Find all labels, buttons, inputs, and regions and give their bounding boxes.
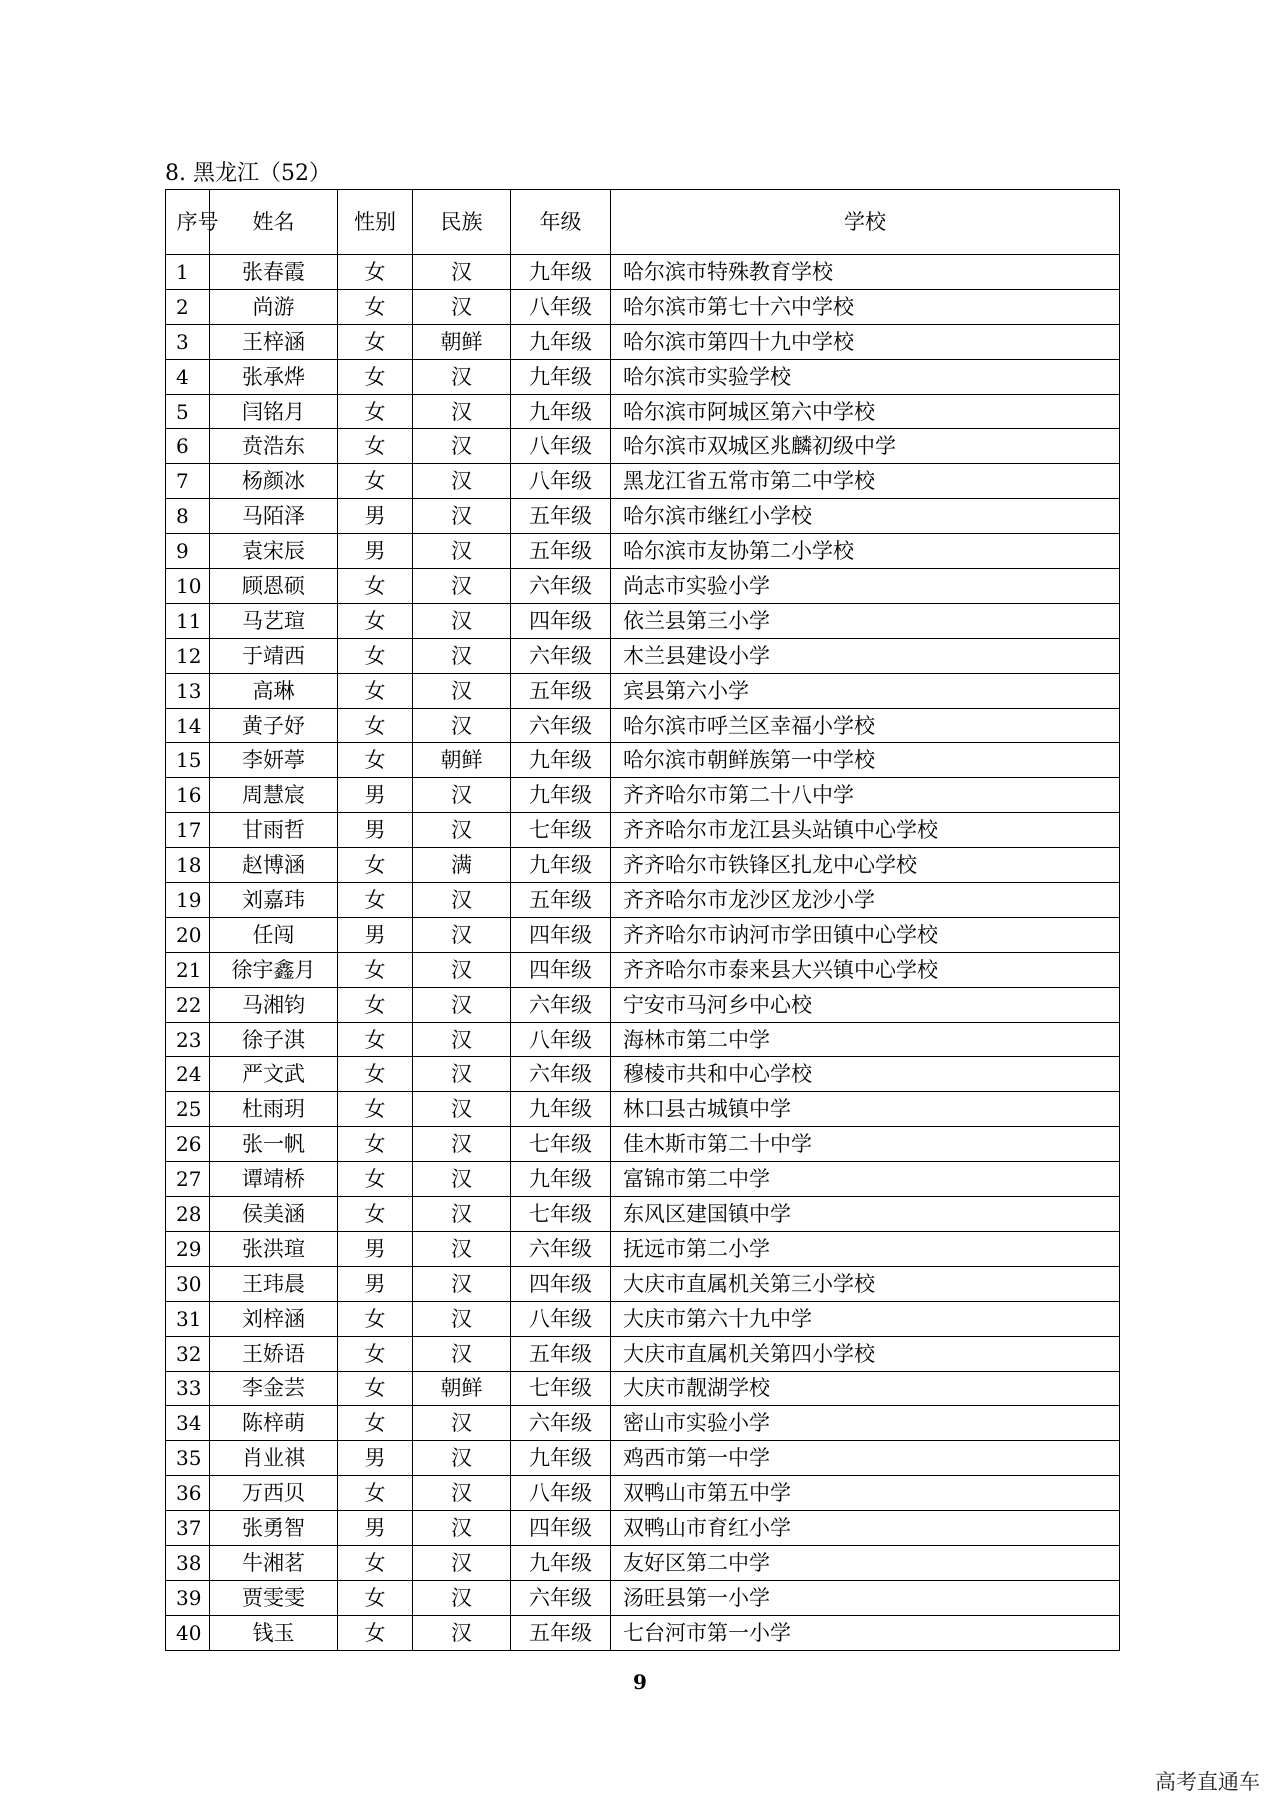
cell-grade: 六年级 (511, 638, 611, 673)
cell-name: 李妍葶 (210, 743, 338, 778)
table-row (166, 1615, 1120, 1650)
cell-gender: 女 (338, 883, 413, 918)
cell-name: 张洪瑄 (210, 1231, 338, 1266)
cell-grade: 七年级 (511, 1197, 611, 1232)
cell-ethnicity: 汉 (413, 1266, 511, 1301)
header-gender: 性别 (338, 190, 413, 255)
table-row (166, 778, 1120, 813)
cell-gender: 女 (338, 743, 413, 778)
cell-grade: 六年级 (511, 987, 611, 1022)
cell-gender: 女 (338, 1406, 413, 1441)
cell-serial-number: 28 (166, 1197, 210, 1232)
cell-gender: 女 (338, 569, 413, 604)
cell-gender: 女 (338, 1371, 413, 1406)
cell-serial-number: 21 (166, 952, 210, 987)
cell-gender: 女 (338, 289, 413, 324)
cell-school: 哈尔滨市朝鲜族第一中学校 (611, 743, 1120, 778)
table-row (166, 569, 1120, 604)
header-school: 学校 (611, 190, 1120, 255)
cell-ethnicity: 汉 (413, 1406, 511, 1441)
cell-name: 严文武 (210, 1057, 338, 1092)
cell-grade: 七年级 (511, 1127, 611, 1162)
cell-name: 张春霞 (210, 255, 338, 290)
cell-grade: 七年级 (511, 1371, 611, 1406)
cell-school: 木兰县建设小学 (611, 638, 1120, 673)
cell-grade: 九年级 (511, 255, 611, 290)
cell-ethnicity: 汉 (413, 1580, 511, 1615)
table-row (166, 1476, 1120, 1511)
cell-serial-number: 24 (166, 1057, 210, 1092)
table-row (166, 1162, 1120, 1197)
table-row (166, 708, 1120, 743)
table-row (166, 673, 1120, 708)
cell-name: 黄子妤 (210, 708, 338, 743)
cell-grade: 六年级 (511, 569, 611, 604)
cell-ethnicity: 汉 (413, 289, 511, 324)
cell-serial-number: 12 (166, 638, 210, 673)
table-row (166, 1197, 1120, 1232)
cell-serial-number: 18 (166, 848, 210, 883)
section-title: 8. 黑龙江（52） (165, 161, 331, 186)
cell-school: 宾县第六小学 (611, 673, 1120, 708)
cell-school: 大庆市直属机关第三小学校 (611, 1266, 1120, 1301)
cell-grade: 八年级 (511, 1301, 611, 1336)
table-row (166, 1231, 1120, 1266)
cell-grade: 五年级 (511, 883, 611, 918)
cell-serial-number: 15 (166, 743, 210, 778)
cell-name: 侯美涵 (210, 1197, 338, 1232)
cell-serial-number: 34 (166, 1406, 210, 1441)
cell-grade: 五年级 (511, 534, 611, 569)
cell-name: 陈梓萌 (210, 1406, 338, 1441)
cell-grade: 八年级 (511, 464, 611, 499)
cell-gender: 女 (338, 394, 413, 429)
cell-ethnicity: 汉 (413, 569, 511, 604)
cell-name: 刘梓涵 (210, 1301, 338, 1336)
cell-ethnicity: 汉 (413, 917, 511, 952)
header-grade: 年级 (511, 190, 611, 255)
cell-name: 肖业祺 (210, 1441, 338, 1476)
table-row (166, 1406, 1120, 1441)
cell-serial-number: 8 (166, 499, 210, 534)
cell-name: 王玮晨 (210, 1266, 338, 1301)
cell-school: 佳木斯市第二十中学 (611, 1127, 1120, 1162)
cell-grade: 九年级 (511, 1545, 611, 1580)
cell-ethnicity: 汉 (413, 1511, 511, 1546)
cell-gender: 女 (338, 255, 413, 290)
cell-ethnicity: 汉 (413, 638, 511, 673)
cell-school: 鸡西市第一中学 (611, 1441, 1120, 1476)
cell-ethnicity: 汉 (413, 603, 511, 638)
cell-name: 张一帆 (210, 1127, 338, 1162)
table-row (166, 429, 1120, 464)
cell-grade: 四年级 (511, 603, 611, 638)
cell-ethnicity: 汉 (413, 534, 511, 569)
cell-ethnicity: 朝鲜 (413, 743, 511, 778)
cell-serial-number: 31 (166, 1301, 210, 1336)
cell-serial-number: 25 (166, 1092, 210, 1127)
cell-name: 马陌泽 (210, 499, 338, 534)
cell-grade: 四年级 (511, 1511, 611, 1546)
table-row (166, 394, 1120, 429)
cell-ethnicity: 汉 (413, 1336, 511, 1371)
cell-school: 七台河市第一小学 (611, 1615, 1120, 1650)
cell-name: 马艺瑄 (210, 603, 338, 638)
cell-gender: 男 (338, 1266, 413, 1301)
cell-gender: 女 (338, 603, 413, 638)
cell-grade: 六年级 (511, 1231, 611, 1266)
cell-school: 东风区建国镇中学 (611, 1197, 1120, 1232)
cell-serial-number: 9 (166, 534, 210, 569)
cell-serial-number: 5 (166, 394, 210, 429)
cell-serial-number: 39 (166, 1580, 210, 1615)
cell-serial-number: 32 (166, 1336, 210, 1371)
cell-name: 刘嘉玮 (210, 883, 338, 918)
cell-school: 哈尔滨市继红小学校 (611, 499, 1120, 534)
cell-school: 海林市第二中学 (611, 1022, 1120, 1057)
cell-ethnicity: 汉 (413, 952, 511, 987)
cell-ethnicity: 汉 (413, 394, 511, 429)
cell-gender: 男 (338, 1511, 413, 1546)
cell-gender: 男 (338, 778, 413, 813)
cell-name: 贾雯雯 (210, 1580, 338, 1615)
cell-grade: 六年级 (511, 708, 611, 743)
cell-gender: 男 (338, 1231, 413, 1266)
cell-grade: 五年级 (511, 1615, 611, 1650)
cell-grade: 五年级 (511, 673, 611, 708)
cell-gender: 女 (338, 1301, 413, 1336)
table-row (166, 743, 1120, 778)
table-row (166, 1301, 1120, 1336)
cell-serial-number: 22 (166, 987, 210, 1022)
cell-name: 尚游 (210, 289, 338, 324)
cell-name: 周慧宸 (210, 778, 338, 813)
cell-serial-number: 3 (166, 324, 210, 359)
cell-serial-number: 17 (166, 813, 210, 848)
cell-gender: 女 (338, 359, 413, 394)
cell-ethnicity: 汉 (413, 1022, 511, 1057)
cell-grade: 九年级 (511, 394, 611, 429)
cell-school: 大庆市直属机关第四小学校 (611, 1336, 1120, 1371)
table-row (166, 638, 1120, 673)
cell-gender: 女 (338, 987, 413, 1022)
table-row (166, 534, 1120, 569)
cell-ethnicity: 汉 (413, 429, 511, 464)
cell-grade: 八年级 (511, 1022, 611, 1057)
cell-serial-number: 36 (166, 1476, 210, 1511)
cell-serial-number: 23 (166, 1022, 210, 1057)
table-row (166, 289, 1120, 324)
table-row (166, 1336, 1120, 1371)
table-row (166, 324, 1120, 359)
cell-gender: 女 (338, 1197, 413, 1232)
cell-grade: 六年级 (511, 1057, 611, 1092)
cell-serial-number: 37 (166, 1511, 210, 1546)
student-roster-table (165, 189, 1120, 1651)
cell-name: 杜雨玥 (210, 1092, 338, 1127)
table-header-row (166, 190, 1120, 255)
cell-name: 王娇语 (210, 1336, 338, 1371)
cell-grade: 五年级 (511, 499, 611, 534)
cell-ethnicity: 汉 (413, 813, 511, 848)
cell-ethnicity: 汉 (413, 883, 511, 918)
cell-ethnicity: 汉 (413, 987, 511, 1022)
cell-serial-number: 19 (166, 883, 210, 918)
cell-ethnicity: 汉 (413, 1476, 511, 1511)
cell-gender: 男 (338, 917, 413, 952)
cell-gender: 女 (338, 1476, 413, 1511)
cell-serial-number: 16 (166, 778, 210, 813)
cell-gender: 女 (338, 1336, 413, 1371)
cell-ethnicity: 汉 (413, 1197, 511, 1232)
cell-grade: 四年级 (511, 1266, 611, 1301)
table-row (166, 499, 1120, 534)
cell-serial-number: 13 (166, 673, 210, 708)
cell-gender: 女 (338, 638, 413, 673)
cell-ethnicity: 汉 (413, 1127, 511, 1162)
cell-school: 双鸭山市第五中学 (611, 1476, 1120, 1511)
cell-school: 齐齐哈尔市讷河市学田镇中心学校 (611, 917, 1120, 952)
cell-name: 钱玉 (210, 1615, 338, 1650)
cell-name: 高琳 (210, 673, 338, 708)
cell-grade: 九年级 (511, 1162, 611, 1197)
cell-school: 抚远市第二小学 (611, 1231, 1120, 1266)
page-number: 9 (633, 1670, 647, 1694)
cell-name: 张勇智 (210, 1511, 338, 1546)
cell-name: 贲浩东 (210, 429, 338, 464)
cell-grade: 九年级 (511, 1092, 611, 1127)
cell-school: 黑龙江省五常市第二中学校 (611, 464, 1120, 499)
cell-grade: 九年级 (511, 359, 611, 394)
cell-name: 甘雨哲 (210, 813, 338, 848)
cell-serial-number: 20 (166, 917, 210, 952)
cell-grade: 九年级 (511, 778, 611, 813)
cell-school: 密山市实验小学 (611, 1406, 1120, 1441)
cell-grade: 八年级 (511, 1476, 611, 1511)
cell-serial-number: 4 (166, 359, 210, 394)
cell-school: 哈尔滨市第四十九中学校 (611, 324, 1120, 359)
cell-school: 穆棱市共和中心学校 (611, 1057, 1120, 1092)
cell-school: 哈尔滨市双城区兆麟初级中学 (611, 429, 1120, 464)
cell-serial-number: 1 (166, 255, 210, 290)
cell-ethnicity: 汉 (413, 1441, 511, 1476)
table-row (166, 1057, 1120, 1092)
table-row (166, 603, 1120, 638)
cell-serial-number: 30 (166, 1266, 210, 1301)
cell-name: 王梓涵 (210, 324, 338, 359)
cell-ethnicity: 汉 (413, 359, 511, 394)
cell-name: 赵博涵 (210, 848, 338, 883)
cell-gender: 男 (338, 534, 413, 569)
cell-name: 杨颜冰 (210, 464, 338, 499)
cell-school: 齐齐哈尔市泰来县大兴镇中心学校 (611, 952, 1120, 987)
cell-school: 哈尔滨市第七十六中学校 (611, 289, 1120, 324)
cell-gender: 女 (338, 464, 413, 499)
cell-grade: 九年级 (511, 324, 611, 359)
cell-gender: 男 (338, 499, 413, 534)
cell-school: 尚志市实验小学 (611, 569, 1120, 604)
cell-school: 林口县古城镇中学 (611, 1092, 1120, 1127)
cell-school: 大庆市靓湖学校 (611, 1371, 1120, 1406)
cell-gender: 女 (338, 708, 413, 743)
cell-gender: 女 (338, 1127, 413, 1162)
cell-school: 依兰县第三小学 (611, 603, 1120, 638)
cell-name: 徐子淇 (210, 1022, 338, 1057)
cell-serial-number: 6 (166, 429, 210, 464)
table-row (166, 1511, 1120, 1546)
table-row (166, 1580, 1120, 1615)
table-row (166, 1371, 1120, 1406)
cell-ethnicity: 汉 (413, 778, 511, 813)
header-ethnicity: 民族 (413, 190, 511, 255)
cell-ethnicity: 汉 (413, 1162, 511, 1197)
cell-name: 徐宇鑫月 (210, 952, 338, 987)
cell-gender: 女 (338, 1615, 413, 1650)
cell-serial-number: 29 (166, 1231, 210, 1266)
cell-ethnicity: 汉 (413, 1301, 511, 1336)
cell-grade: 六年级 (511, 1406, 611, 1441)
cell-grade: 八年级 (511, 429, 611, 464)
cell-gender: 女 (338, 1162, 413, 1197)
cell-grade: 四年级 (511, 917, 611, 952)
table-row (166, 359, 1120, 394)
table-body (166, 255, 1120, 1651)
cell-name: 李金芸 (210, 1371, 338, 1406)
cell-ethnicity: 朝鲜 (413, 1371, 511, 1406)
cell-serial-number: 40 (166, 1615, 210, 1650)
cell-ethnicity: 汉 (413, 1092, 511, 1127)
cell-gender: 女 (338, 848, 413, 883)
cell-gender: 女 (338, 1092, 413, 1127)
cell-ethnicity: 汉 (413, 1057, 511, 1092)
cell-name: 顾恩硕 (210, 569, 338, 604)
cell-school: 哈尔滨市特殊教育学校 (611, 255, 1120, 290)
table-row (166, 848, 1120, 883)
cell-ethnicity: 汉 (413, 673, 511, 708)
cell-name: 牛湘茗 (210, 1545, 338, 1580)
cell-ethnicity: 汉 (413, 464, 511, 499)
table-row (166, 987, 1120, 1022)
cell-grade: 七年级 (511, 813, 611, 848)
cell-gender: 女 (338, 673, 413, 708)
cell-school: 大庆市第六十九中学 (611, 1301, 1120, 1336)
cell-gender: 女 (338, 324, 413, 359)
table-row (166, 1022, 1120, 1057)
cell-school: 双鸭山市育红小学 (611, 1511, 1120, 1546)
cell-serial-number: 35 (166, 1441, 210, 1476)
cell-ethnicity: 汉 (413, 1615, 511, 1650)
cell-serial-number: 33 (166, 1371, 210, 1406)
cell-gender: 女 (338, 1022, 413, 1057)
cell-serial-number: 26 (166, 1127, 210, 1162)
cell-serial-number: 2 (166, 289, 210, 324)
cell-grade: 五年级 (511, 1336, 611, 1371)
cell-serial-number: 10 (166, 569, 210, 604)
cell-gender: 女 (338, 1545, 413, 1580)
cell-school: 齐齐哈尔市第二十八中学 (611, 778, 1120, 813)
watermark-text: 高考直通车 (1155, 1770, 1260, 1794)
cell-school: 友好区第二中学 (611, 1545, 1120, 1580)
cell-gender: 女 (338, 429, 413, 464)
cell-gender: 女 (338, 1057, 413, 1092)
cell-name: 万西贝 (210, 1476, 338, 1511)
cell-school: 富锦市第二中学 (611, 1162, 1120, 1197)
cell-name: 谭靖桥 (210, 1162, 338, 1197)
cell-gender: 女 (338, 952, 413, 987)
cell-grade: 九年级 (511, 743, 611, 778)
cell-school: 齐齐哈尔市龙沙区龙沙小学 (611, 883, 1120, 918)
cell-ethnicity: 汉 (413, 499, 511, 534)
cell-school: 哈尔滨市呼兰区幸福小学校 (611, 708, 1120, 743)
cell-school: 宁安市马河乡中心校 (611, 987, 1120, 1022)
cell-grade: 四年级 (511, 952, 611, 987)
table-row (166, 255, 1120, 290)
table-row (166, 952, 1120, 987)
cell-grade: 六年级 (511, 1580, 611, 1615)
cell-grade: 九年级 (511, 1441, 611, 1476)
table-row (166, 917, 1120, 952)
cell-ethnicity: 汉 (413, 708, 511, 743)
cell-gender: 女 (338, 1580, 413, 1615)
header-serial-number: 序号 (166, 190, 210, 255)
cell-grade: 八年级 (511, 289, 611, 324)
table-row (166, 1127, 1120, 1162)
cell-ethnicity: 朝鲜 (413, 324, 511, 359)
cell-name: 张承烨 (210, 359, 338, 394)
cell-ethnicity: 汉 (413, 255, 511, 290)
cell-school: 哈尔滨市友协第二小学校 (611, 534, 1120, 569)
cell-name: 于靖西 (210, 638, 338, 673)
header-name: 姓名 (210, 190, 338, 255)
cell-grade: 九年级 (511, 848, 611, 883)
table-row (166, 883, 1120, 918)
cell-name: 马湘钧 (210, 987, 338, 1022)
cell-serial-number: 11 (166, 603, 210, 638)
table-row (166, 1092, 1120, 1127)
cell-gender: 男 (338, 813, 413, 848)
table-row (166, 1441, 1120, 1476)
table-row (166, 1545, 1120, 1580)
cell-name: 袁宋辰 (210, 534, 338, 569)
cell-serial-number: 14 (166, 708, 210, 743)
cell-name: 闫铭月 (210, 394, 338, 429)
cell-school: 哈尔滨市实验学校 (611, 359, 1120, 394)
cell-serial-number: 27 (166, 1162, 210, 1197)
cell-gender: 男 (338, 1441, 413, 1476)
cell-ethnicity: 汉 (413, 1545, 511, 1580)
cell-school: 齐齐哈尔市铁锋区扎龙中心学校 (611, 848, 1120, 883)
cell-ethnicity: 满 (413, 848, 511, 883)
cell-ethnicity: 汉 (413, 1231, 511, 1266)
cell-name: 任闯 (210, 917, 338, 952)
table-row (166, 1266, 1120, 1301)
cell-serial-number: 38 (166, 1545, 210, 1580)
table-row (166, 464, 1120, 499)
cell-school: 汤旺县第一小学 (611, 1580, 1120, 1615)
cell-school: 齐齐哈尔市龙江县头站镇中心学校 (611, 813, 1120, 848)
cell-school: 哈尔滨市阿城区第六中学校 (611, 394, 1120, 429)
cell-serial-number: 7 (166, 464, 210, 499)
table-row (166, 813, 1120, 848)
